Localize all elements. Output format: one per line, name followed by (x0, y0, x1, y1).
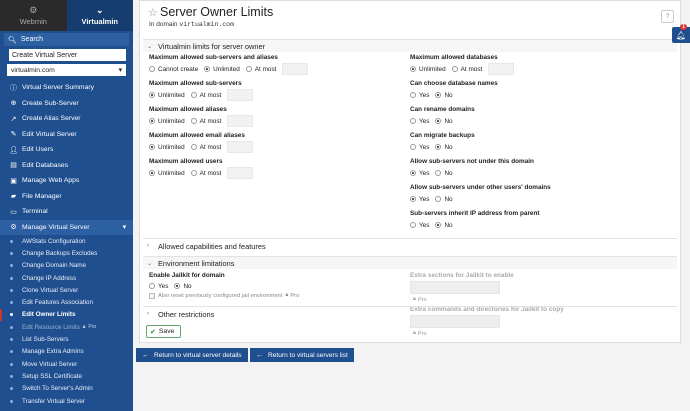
reset-jail-checkbox (149, 293, 155, 299)
reset-jail-option (149, 292, 410, 299)
field-label: Maximum allowed sub-servers and aliases (149, 54, 278, 61)
sidebar-item-terminal[interactable] (0, 204, 133, 220)
field-choose-db-names (410, 80, 671, 101)
radio-button[interactable] (410, 222, 416, 228)
environment-left-column (149, 272, 410, 337)
section-capabilities (143, 238, 677, 253)
subtitle-prefix: In domain (149, 21, 178, 28)
info-icon: ⓘ (10, 84, 17, 92)
radio-label: No (444, 143, 453, 151)
limits-right-column (410, 54, 671, 236)
limits-left-column (149, 54, 410, 236)
save-label: Save (158, 328, 175, 335)
search-label: Search (20, 36, 44, 43)
radio-option[interactable] (435, 144, 452, 151)
caret-down-icon: ▾ (122, 224, 126, 232)
radio-label: Yes (419, 169, 430, 177)
radio-label: No (444, 91, 453, 99)
radio-option[interactable] (435, 170, 452, 177)
sidebar-item-label: Edit Databases (22, 161, 69, 169)
create-icon: ⊕ (10, 100, 17, 108)
extra-sections-label: Extra sections for Jailkit to enable (410, 272, 514, 279)
radio-label: Yes (419, 195, 430, 203)
sidebar-subitem-label: AWStats Configuration (22, 237, 86, 245)
radio-label: Yes (158, 282, 169, 290)
sidebar-item-label: Virtual Server Summary (22, 84, 95, 92)
pro-badge: Pro (417, 330, 427, 337)
radio-button[interactable] (174, 283, 180, 289)
sidebar-subitem-resource-limits[interactable] (0, 321, 133, 333)
radio-label: Unlimited (158, 91, 185, 99)
radio-option[interactable] (191, 92, 222, 99)
field-subservers-aliases (149, 54, 410, 75)
radio-option[interactable] (452, 66, 483, 73)
radio-option[interactable] (410, 222, 429, 229)
radio-option[interactable] (410, 196, 429, 203)
subtitle-domain: virtualmin.com (179, 21, 234, 28)
tab-webmin[interactable] (0, 0, 67, 31)
sidebar-subitem-awstats[interactable] (0, 235, 133, 247)
radio-option[interactable] (435, 196, 452, 203)
radio-label: Unlimited (419, 65, 446, 73)
sidebar-subitem-label: List Sub-Servers (22, 336, 69, 344)
radio-label: Yes (419, 117, 430, 125)
radio-button[interactable] (149, 283, 155, 289)
section-environment-header[interactable] (143, 257, 677, 269)
radio-option[interactable] (149, 118, 185, 125)
section-other-restrictions (143, 306, 677, 321)
sidebar-subitem-edit-owner-limits[interactable] (0, 309, 133, 321)
radio-option[interactable] (174, 283, 191, 290)
radio-label: No (444, 169, 453, 177)
radio-option[interactable] (149, 144, 185, 151)
radio-option[interactable] (191, 170, 222, 177)
field-databases (410, 54, 671, 75)
edit-icon: ✎ (10, 131, 17, 139)
sidebar-subitem-label: Edit Features Association (22, 299, 94, 307)
radio-option[interactable] (410, 118, 429, 125)
sidebar-subitem-label: Setup SSL Certificate (22, 372, 82, 380)
field-subservers-not-under-domain (410, 158, 671, 179)
pro-note (410, 296, 671, 303)
radio-label: Unlimited (158, 117, 185, 125)
sidebar-subitem-ssl[interactable] (0, 370, 133, 382)
field-label: Maximum allowed sub-servers (149, 80, 242, 87)
cogs-icon: ⚙ (10, 224, 17, 232)
field-label: Allow sub-servers under other users' domains (410, 184, 551, 191)
tab-virtualmin-label: Virtualmin (81, 17, 119, 26)
chevron-right-icon: › (147, 243, 149, 249)
field-label: Can choose database names (410, 80, 498, 87)
lock-icon: 🔒︎ (413, 330, 416, 336)
radio-button[interactable] (410, 144, 416, 150)
field-label: Sub-servers inherit IP address from parent (410, 210, 540, 217)
radio-button[interactable] (435, 170, 441, 176)
arrow-left-icon: ← (142, 351, 149, 359)
chevron-down-icon: ⌄ (147, 43, 153, 50)
radio-button[interactable] (410, 66, 416, 72)
radio-option[interactable] (149, 170, 185, 177)
radio-label: Cannot create (158, 65, 199, 73)
lock-icon: 🔒︎ (413, 296, 416, 302)
sidebar-subitem-label: Move Virtual Server (22, 360, 78, 368)
sidebar-item-label: Create Sub-Server (22, 99, 79, 107)
section-limits (143, 39, 677, 236)
radio-label: No (444, 117, 453, 125)
page-header (140, 1, 680, 39)
sidebar-subitem-label: Manage Extra Admins (22, 348, 84, 356)
main-content (133, 0, 690, 411)
radio-button[interactable] (191, 118, 197, 124)
tab-webmin-label: Webmin (19, 17, 47, 26)
field-aliases (149, 106, 410, 127)
field-label: Can migrate backups (410, 132, 475, 139)
radio-label: At most (254, 65, 277, 73)
radio-label: Yes (419, 221, 430, 229)
pro-badge: Pro (88, 324, 97, 331)
check-circle-icon: ✔ (150, 328, 156, 336)
field-label: Allow sub-servers not under this domain (410, 158, 534, 165)
sidebar-subitem-label: Clone Virtual Server (22, 286, 79, 294)
limit-number-input[interactable] (227, 89, 253, 101)
sidebar-subitem-label: Edit Resource Limits (22, 323, 80, 331)
terminal-icon: ▭ (10, 208, 17, 216)
sidebar-subitem-backups-excludes[interactable] (0, 247, 133, 259)
radio-button[interactable] (191, 92, 197, 98)
radio-button[interactable] (410, 196, 416, 202)
bell-icon: 🔔︎ (675, 30, 687, 40)
chevron-right-icon: › (147, 311, 149, 317)
radio-option[interactable] (191, 144, 222, 151)
sidebar-item-virtual-server-summary[interactable] (0, 80, 133, 96)
radio-option[interactable] (435, 222, 452, 229)
database-icon: ▤ (10, 162, 17, 170)
lock-icon: 🔒︎ (285, 292, 289, 298)
sidebar-item-label: Create Alias Server (22, 115, 81, 123)
radio-button[interactable] (435, 92, 441, 98)
radio-option[interactable] (410, 92, 429, 99)
webapps-icon: ▣ (10, 177, 17, 185)
radio-label: Yes (419, 143, 430, 151)
radio-option[interactable] (410, 66, 446, 73)
radio-label: At most (199, 169, 222, 177)
sidebar-item-edit-virtual-server[interactable] (0, 127, 133, 143)
sidebar-item-file-manager[interactable] (0, 189, 133, 205)
field-label: Maximum allowed email aliases (149, 132, 245, 139)
radio-button[interactable] (191, 170, 197, 176)
radio-button[interactable] (149, 170, 155, 176)
webmin-gear-icon: ⚙ (29, 5, 38, 15)
limit-number-input[interactable] (282, 63, 308, 75)
radio-option[interactable] (435, 92, 452, 99)
radio-label: At most (199, 91, 222, 99)
page-subtitle (149, 21, 234, 28)
search-icon: 🔍︎ (8, 36, 17, 44)
notifications-button[interactable] (672, 24, 690, 43)
sidebar-item-manage-web-apps[interactable] (0, 173, 133, 189)
create-virtual-server-button[interactable] (7, 49, 126, 61)
section-title: Allowed capabilities and features (158, 241, 266, 251)
limit-number-input[interactable] (227, 167, 253, 179)
sidebar-item-label: Edit Virtual Server (22, 130, 77, 138)
field-subservers (149, 80, 410, 101)
domain-select[interactable] (7, 64, 126, 76)
limit-number-input[interactable] (227, 115, 253, 127)
field-label: Can rename domains (410, 106, 475, 113)
form-panel (139, 0, 681, 343)
radio-button[interactable] (204, 66, 210, 72)
sidebar-subitem-list-sub-servers[interactable] (0, 333, 133, 345)
sidebar-subitem-change-ip[interactable] (0, 272, 133, 284)
sidebar-subitem-label: Edit Owner Limits (22, 311, 76, 319)
radio-button[interactable] (149, 66, 155, 72)
star-icon[interactable]: ☆ (148, 7, 158, 19)
reset-jail-label: Also reset previously configured jail environment (158, 292, 283, 299)
radio-option[interactable] (204, 66, 240, 73)
limit-number-input[interactable] (227, 141, 253, 153)
radio-label: Unlimited (158, 143, 185, 151)
radio-label: No (183, 282, 192, 290)
field-subservers-other-users (410, 184, 671, 205)
chevron-down-icon: ▾ (118, 67, 122, 74)
radio-label: Unlimited (158, 169, 185, 177)
radio-button[interactable] (410, 170, 416, 176)
radio-button[interactable] (191, 144, 197, 150)
extra-commands-label: Extra commands and directories for Jailkit to copy (410, 306, 564, 313)
sidebar-item-label: File Manager (22, 192, 62, 200)
sidebar (0, 0, 133, 411)
pro-badge: Pro (417, 296, 427, 303)
search-input[interactable] (4, 33, 129, 46)
field-rename-domains (410, 106, 671, 127)
section-environment (143, 256, 677, 337)
users-icon: 👤︎ (9, 146, 18, 154)
help-button[interactable]: ? (661, 10, 674, 23)
radio-button[interactable] (149, 92, 155, 98)
page-title: Server Owner Limits (160, 5, 274, 19)
radio-option[interactable] (149, 92, 185, 99)
section-limits-header[interactable] (143, 40, 677, 52)
lock-icon: 🔒︎ (82, 324, 86, 331)
sidebar-item-edit-databases[interactable] (0, 158, 133, 174)
alias-icon: ↗ (10, 115, 17, 123)
radio-button[interactable] (410, 118, 416, 124)
radio-button[interactable] (410, 92, 416, 98)
product-tabs (0, 0, 133, 31)
radio-button[interactable] (435, 144, 441, 150)
save-button[interactable] (146, 325, 181, 338)
radio-button[interactable] (452, 66, 458, 72)
radio-label: Yes (419, 91, 430, 99)
radio-label: No (444, 195, 453, 203)
return-details-button[interactable] (136, 348, 248, 362)
radio-button[interactable] (149, 144, 155, 150)
radio-option[interactable] (191, 118, 222, 125)
radio-option[interactable] (410, 170, 429, 177)
notification-count: 1 (682, 24, 685, 30)
return-details-label: Return to virtual server details (154, 351, 242, 359)
section-title: Virtualmin limits for server owner (158, 41, 266, 51)
sidebar-subitem-clone[interactable] (0, 284, 133, 296)
sidebar-subitem-label: Change Backups Excludes (22, 249, 98, 257)
sidebar-item-label: Edit Users (22, 146, 54, 154)
sidebar-item-label: Manage Virtual Server (22, 224, 90, 232)
extra-sections-input (410, 281, 500, 294)
radio-option[interactable] (149, 283, 168, 290)
create-virtual-server-label: Create Virtual Server (12, 51, 78, 59)
sidebar-subitem-change-domain[interactable] (0, 260, 133, 272)
radio-option[interactable] (410, 144, 429, 151)
limit-number-input[interactable] (488, 63, 514, 75)
sidebar-subitem-label: Change Domain Name (22, 262, 87, 270)
radio-label: No (444, 221, 453, 229)
radio-button[interactable] (246, 66, 252, 72)
section-title: Environment limitations (158, 258, 235, 268)
pro-note (410, 330, 671, 337)
field-email-aliases (149, 132, 410, 153)
radio-button[interactable] (435, 118, 441, 124)
arrow-left-icon: ← (256, 351, 263, 359)
sidebar-item-create-alias-server[interactable] (0, 111, 133, 127)
return-list-button[interactable] (250, 348, 354, 362)
sidebar-subitem-transfer[interactable] (0, 395, 133, 407)
folder-icon: ▰ (10, 193, 17, 201)
sidebar-subitem-extra-admins[interactable] (0, 346, 133, 358)
radio-label: At most (199, 143, 222, 151)
radio-label: At most (460, 65, 483, 73)
radio-label: Unlimited (213, 65, 240, 73)
domain-select-value: virtualmin.com (11, 66, 55, 74)
sidebar-subitem-label: Change IP Address (22, 274, 77, 282)
section-title: Other restrictions (158, 309, 215, 319)
radio-label: At most (199, 117, 222, 125)
jailkit-label: Enable Jailkit for domain (149, 272, 225, 279)
sidebar-subitem-features-association[interactable] (0, 296, 133, 308)
sidebar-subitem-label: Transfer Virtual Server (22, 397, 85, 405)
virtualmin-chevron-icon: ⌄ (95, 5, 104, 15)
sidebar-item-manage-virtual-server[interactable] (0, 220, 133, 236)
radio-button[interactable] (435, 196, 441, 202)
radio-option[interactable] (149, 66, 198, 73)
section-other-header[interactable] (143, 307, 677, 321)
sidebar-item-edit-users[interactable] (0, 142, 133, 158)
section-capabilities-header[interactable] (143, 239, 677, 253)
sidebar-subitem-switch-admin[interactable] (0, 383, 133, 395)
field-label: Maximum allowed databases (410, 54, 498, 61)
environment-right-column (410, 272, 671, 337)
sidebar-item-label: Terminal (22, 208, 48, 216)
tab-virtualmin[interactable] (67, 0, 134, 31)
active-marker (0, 309, 2, 321)
field-label: Maximum allowed users (149, 158, 223, 165)
sidebar-item-create-sub-server[interactable] (0, 96, 133, 112)
sidebar-subitem-label: Switch To Server's Admin (22, 385, 93, 393)
field-users (149, 158, 410, 179)
chevron-down-icon: ⌄ (147, 260, 153, 267)
radio-option[interactable] (246, 66, 277, 73)
sidebar-subitem-move[interactable] (0, 358, 133, 370)
return-list-label: Return to virtual servers list (268, 351, 348, 359)
sidebar-item-label: Manage Web Apps (22, 177, 80, 185)
radio-option[interactable] (435, 118, 452, 125)
field-label: Maximum allowed aliases (149, 106, 227, 113)
radio-button[interactable] (435, 222, 441, 228)
field-migrate-backups (410, 132, 671, 153)
radio-button[interactable] (149, 118, 155, 124)
pro-badge: Pro (290, 292, 300, 299)
field-inherit-ip (410, 210, 671, 231)
